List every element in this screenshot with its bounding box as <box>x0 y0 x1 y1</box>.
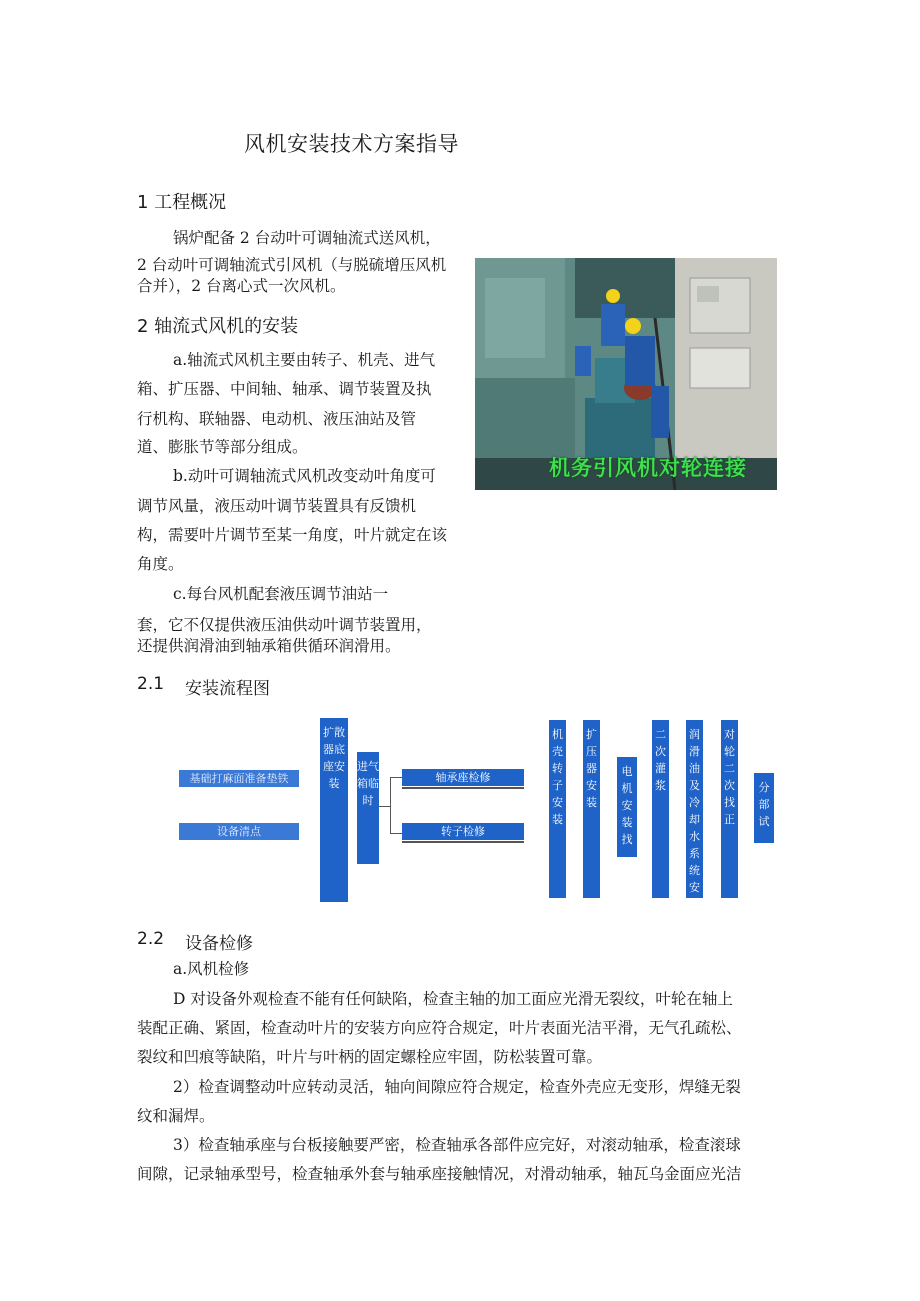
para-b-line-2: 调节风量，液压动叶调节装置具有反馈机 <box>137 497 417 515</box>
flow-box-inlet-box: 进气箱临时 <box>357 752 379 864</box>
para-c-line-3: 还提供润滑油到轴承箱供循环润滑用。 <box>137 637 401 655</box>
section-2-1-heading: 安装流程图 <box>185 679 270 699</box>
para-c-line-2: 套，它不仅提供液压油供动叶调节装置用， <box>137 616 432 634</box>
para-a-line-1: a.轴流式风机主要由转子、机壳、进气 <box>173 351 436 369</box>
section-1-heading: 1 工程概况 <box>137 192 227 213</box>
photo-caption: 机务引风机对轮连接 <box>549 456 747 480</box>
flow-box-trial-run: 分部试 <box>754 773 774 843</box>
para-c-line-1: c.每台风机配套液压调节油站一 <box>173 585 389 603</box>
section-2-1-number: 2.1 <box>137 674 165 694</box>
section-1-line-1: 锅炉配备 2 台动叶可调轴流式送风机， <box>173 229 441 247</box>
para-a-line-4: 道、膨胀节等部分组成。 <box>137 438 308 456</box>
flow-box-motor-install: 电机安装找 <box>617 757 637 857</box>
flow-underline <box>402 787 524 789</box>
flow-connector <box>390 833 402 834</box>
flow-connector <box>390 777 402 778</box>
flow-underline <box>402 841 524 843</box>
sub-a-heading: a.风机检修 <box>173 960 250 978</box>
item-1-line-2: 装配正确、紧固，检查动叶片的安装方向应符合规定，叶片表面光洁平滑，无气孔疏松、 <box>137 1019 742 1037</box>
flow-box-rotor-overhaul: 转子检修 <box>402 823 524 840</box>
section-2-heading: 2 轴流式风机的安装 <box>137 316 299 337</box>
para-a-line-3: 行机构、联轴器、电动机、液压油站及管 <box>137 410 417 428</box>
section-1-line-3: 合并），2 台离心式一次风机。 <box>137 277 346 295</box>
item-1-line-1: D 对设备外观检查不能有任何缺陷，检查主轴的加工面应光滑无裂纹，叶轮在轴上 <box>173 990 733 1008</box>
section-2-2-heading: 设备检修 <box>185 934 253 954</box>
flow-connector <box>390 777 391 833</box>
section-1-line-2: 2 台动叶可调轴流式引风机（与脱硫增压风机 <box>137 256 447 274</box>
item-2-line-2: 纹和漏焊。 <box>137 1107 215 1125</box>
item-1-line-3: 裂纹和凹痕等缺陷，叶片与叶柄的固定螺栓应牢固，防松装置可靠。 <box>137 1048 603 1066</box>
flow-box-equipment-check: 设备清点 <box>179 823 299 840</box>
section-2-2-number: 2.2 <box>137 929 165 949</box>
flow-box-bearing-overhaul: 轴承座检修 <box>402 769 524 786</box>
page-title: 风机安装技术方案指导 <box>244 132 459 156</box>
item-3-line-1: 3）检查轴承座与台板接触要严密，检查轴承各部件应完好，对滚动轴承，检查滚球 <box>173 1136 741 1154</box>
flow-box-base-install: 扩散器底座安装 <box>320 718 348 902</box>
para-b-line-4: 角度。 <box>137 555 184 573</box>
flow-box-lube-cooling: 润滑油及冷却水系统安装 <box>686 720 703 898</box>
para-b-line-1: b.动叶可调轴流式风机改变动叶角度可 <box>173 467 436 485</box>
fan-installation-photo <box>475 258 777 490</box>
flow-box-secondary-grout: 二次灌浆 <box>652 720 669 898</box>
item-2-line-1: 2）检查调整动叶应转动灵活，轴向间隙应符合规定，检查外壳应无变形，焊缝无裂 <box>173 1078 741 1096</box>
flow-box-foundation: 基础打麻面准备垫铁 <box>179 770 299 787</box>
item-3-line-2: 间隙，记录轴承型号，检查轴承外套与轴承座接触情况，对滑动轴承，轴瓦乌金面应光洁 <box>137 1165 742 1183</box>
flow-box-coupling-alignment: 对轮二次找正 <box>721 720 738 898</box>
flow-box-casing-rotor-install: 机壳转子安装 <box>549 720 566 898</box>
para-a-line-2: 箱、扩压器、中间轴、轴承、调节装置及执 <box>137 380 432 398</box>
para-b-line-3: 构，需要叶片调节至某一角度，叶片就定在该 <box>137 526 448 544</box>
flow-box-diffuser-install: 扩压器安装 <box>583 720 600 898</box>
